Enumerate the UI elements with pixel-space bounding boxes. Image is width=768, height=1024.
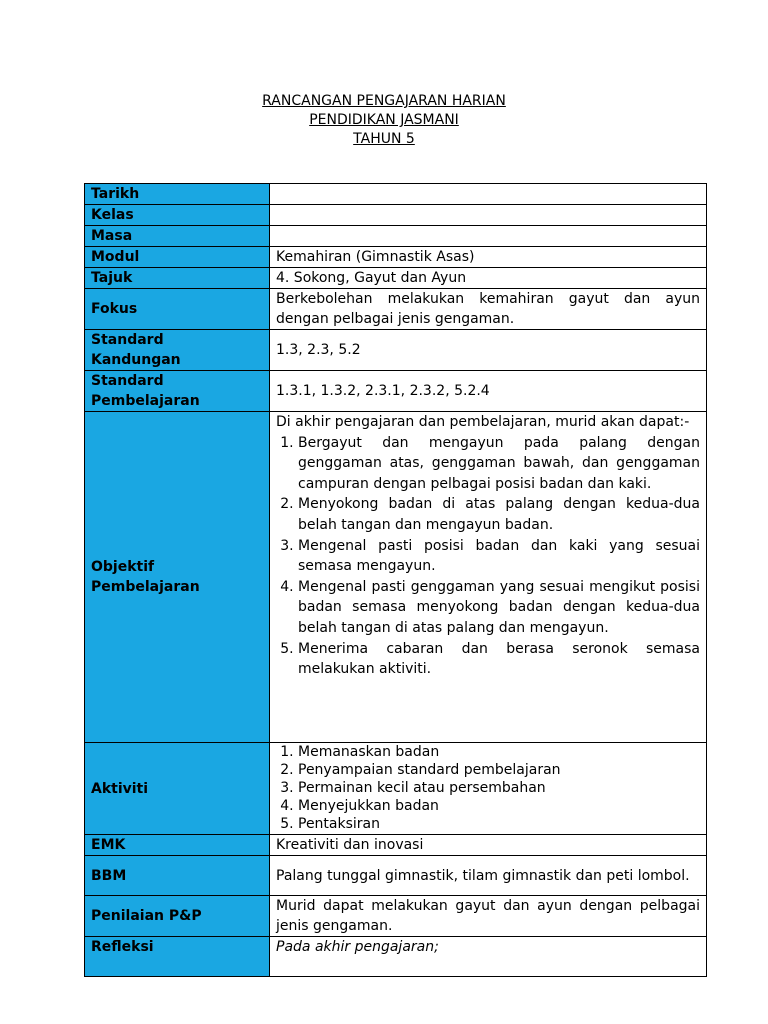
row-aktiviti — [85, 743, 707, 835]
label-sk-line-1: Standard — [91, 332, 164, 348]
value-tajuk: 4. Sokong, Gayut dan Ayun — [270, 268, 707, 289]
objektif-item: 4. Mengenal pasti genggaman yang sesuai mengikut posisi badan semasa menyokong badan dengan kedua-dua belah tangan di atas palang dan mengayun. — [298, 577, 700, 639]
row-penilaian — [85, 896, 707, 937]
value-penilaian: Murid dapat melakukan gayut dan ayun dengan pelbagai jenis gengaman. — [270, 896, 707, 937]
label-bbm: BBM — [85, 856, 270, 896]
value-refleksi: Pada akhir pengajaran; — [270, 937, 707, 977]
row-refleksi — [85, 937, 707, 977]
label-penilaian: Penilaian P&P — [85, 896, 270, 937]
row-emk — [85, 835, 707, 856]
aktiviti-item: 3. Permainan kecil atau persembahan — [298, 779, 700, 797]
document-heading — [0, 92, 768, 149]
row-kelas — [85, 205, 707, 226]
value-kelas — [270, 205, 707, 226]
aktiviti-list — [276, 743, 700, 833]
label-tarikh: Tarikh — [85, 184, 270, 205]
objektif-item: 2. Menyokong badan di atas palang dengan kedua-dua belah tangan dan mengayun badan. — [298, 494, 700, 535]
label-obj-line-2: Pembelajaran — [91, 579, 200, 595]
objektif-item: 1. Bergayut dan mengayun pada palang dengan genggaman atas, genggaman bawah, dan genggaman campuran dengan pelbagai posisi badan dan kaki. — [298, 433, 700, 495]
objektif-item: 3. Mengenal pasti posisi badan dan kaki yang sesuai semasa mengayun. — [298, 536, 700, 577]
label-sp-line-1: Standard — [91, 373, 164, 389]
label-masa: Masa — [85, 226, 270, 247]
label-sk-line-2: Kandungan — [91, 352, 181, 368]
value-standard-kandungan: 1.3, 2.3, 5.2 — [270, 330, 707, 371]
label-modul: Modul — [85, 247, 270, 268]
row-tarikh — [85, 184, 707, 205]
value-tarikh — [270, 184, 707, 205]
row-standard-pembelajaran — [85, 371, 707, 412]
label-tajuk: Tajuk — [85, 268, 270, 289]
row-tajuk — [85, 268, 707, 289]
label-aktiviti: Aktiviti — [85, 743, 270, 835]
value-modul: Kemahiran (Gimnastik Asas) — [270, 247, 707, 268]
value-standard-pembelajaran: 1.3.1, 1.3.2, 2.3.1, 2.3.2, 5.2.4 — [270, 371, 707, 412]
label-fokus: Fokus — [85, 289, 270, 330]
label-objektif — [85, 412, 270, 743]
heading-line-3: TAHUN 5 — [353, 131, 415, 147]
value-aktiviti — [270, 743, 707, 835]
label-emk: EMK — [85, 835, 270, 856]
label-refleksi: Refleksi — [85, 937, 270, 977]
heading-line-2: PENDIDIKAN JASMANI — [309, 112, 459, 128]
heading-line-1: RANCANGAN PENGAJARAN HARIAN — [262, 93, 506, 109]
row-objektif — [85, 412, 707, 743]
aktiviti-item: 4. Menyejukkan badan — [298, 797, 700, 815]
label-obj-line-1: Objektif — [91, 559, 155, 575]
label-sp-line-2: Pembelajaran — [91, 393, 200, 409]
row-bbm — [85, 856, 707, 896]
aktiviti-item: 1. Memanaskan badan — [298, 743, 700, 761]
row-modul — [85, 247, 707, 268]
objektif-item: 5. Menerima cabaran dan berasa seronok semasa melakukan aktiviti. — [298, 639, 700, 680]
aktiviti-item: 5. Pentaksiran — [298, 815, 700, 833]
row-fokus — [85, 289, 707, 330]
objektif-intro: Di akhir pengajaran dan pembelajaran, murid akan dapat:- — [276, 414, 690, 430]
label-standard-pembelajaran — [85, 371, 270, 412]
value-masa — [270, 226, 707, 247]
value-emk: Kreativiti dan inovasi — [270, 835, 707, 856]
objektif-list — [276, 433, 700, 680]
label-standard-kandungan — [85, 330, 270, 371]
value-objektif — [270, 412, 707, 743]
row-masa — [85, 226, 707, 247]
value-fokus: Berkebolehan melakukan kemahiran gayut dan ayun dengan pelbagai jenis gengaman. — [270, 289, 707, 330]
label-kelas: Kelas — [85, 205, 270, 226]
aktiviti-item: 2. Penyampaian standard pembelajaran — [298, 761, 700, 779]
row-standard-kandungan — [85, 330, 707, 371]
value-bbm: Palang tunggal gimnastik, tilam gimnastik dan peti lombol. — [270, 856, 707, 896]
lesson-plan-table — [84, 183, 707, 977]
